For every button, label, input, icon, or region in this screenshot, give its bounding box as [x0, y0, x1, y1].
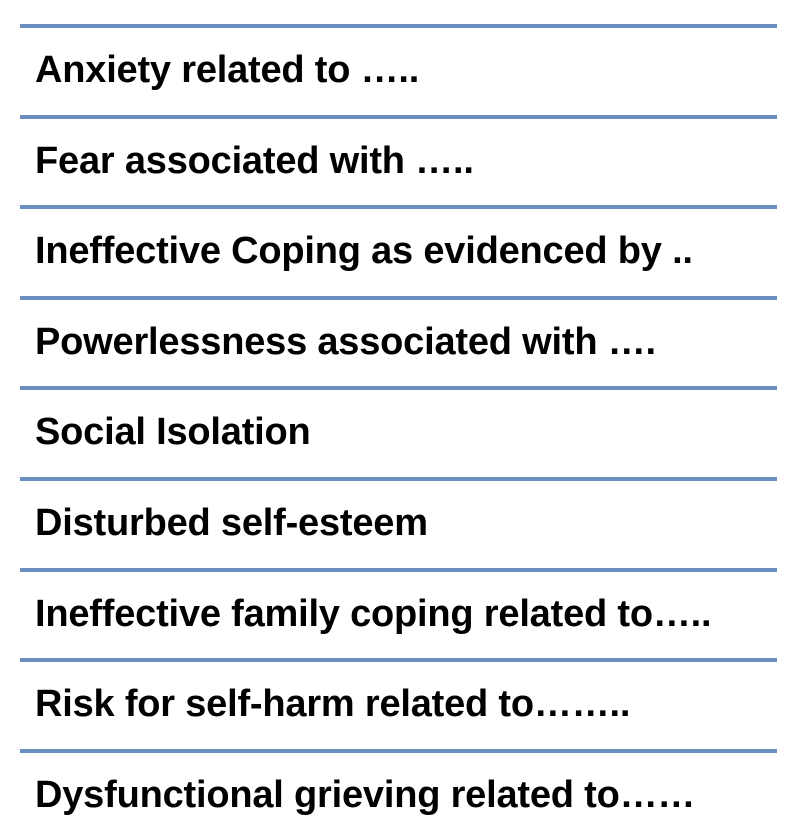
list-item	[20, 662, 777, 748]
list-item-label: Fear associated with …..	[35, 140, 474, 182]
nursing-diagnosis-list	[20, 0, 777, 826]
list-item-label: Ineffective Coping as evidenced by ..	[35, 230, 693, 272]
list-item	[20, 28, 777, 114]
list-item	[20, 300, 777, 386]
list-item-label: Ineffective family coping related to…..	[35, 593, 712, 635]
list-item	[20, 209, 777, 295]
list-item	[20, 481, 777, 567]
list-item-label: Powerlessness associated with ….	[35, 321, 656, 363]
list-item-label: Anxiety related to …..	[35, 49, 420, 91]
list-item	[20, 753, 777, 839]
list-item-label: Risk for self-harm related to……..	[35, 683, 631, 725]
list-item	[20, 572, 777, 658]
list-item-label: Dysfunctional grieving related to……	[35, 774, 696, 816]
list-item	[20, 390, 777, 476]
list-item-label: Disturbed self-esteem	[35, 502, 428, 544]
list-item	[20, 119, 777, 205]
list-item-label: Social Isolation	[35, 411, 311, 453]
